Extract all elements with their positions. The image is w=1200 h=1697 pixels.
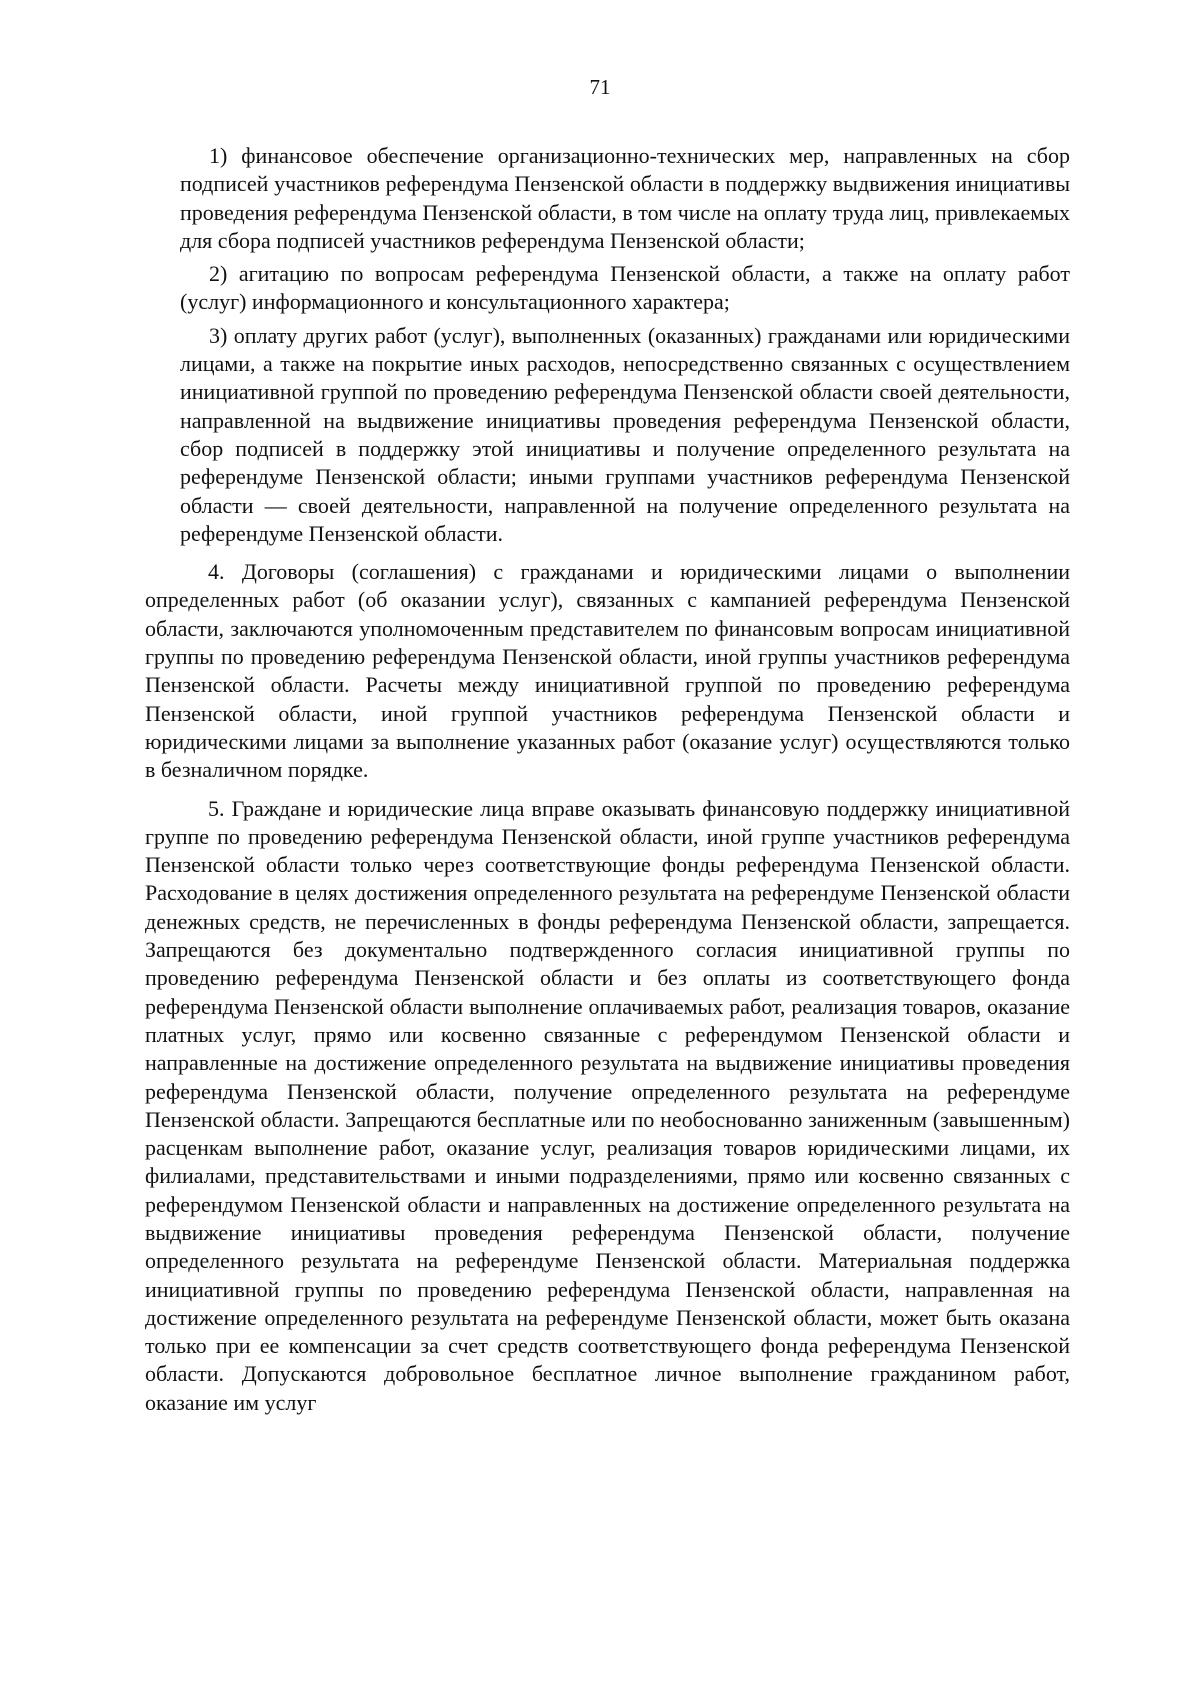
- list-item-2: 2) агитацию по вопросам референдума Пензенской области, а также на оплату работ (услуг) информационного и консультационного характера;: [180, 261, 1070, 315]
- paragraph-5: 5. Граждане и юридические лица вправе оказывать финансовую поддержку инициативной группе по проведению референдума Пензенской области, иной группе участников референдума Пензенской области только через соответствующие фонды референдума Пензенской области. Расходование в целях достижения определенного результата на референдуме Пензенской области денежных средств, не перечисленных в фонды референдума Пензенской области, запрещается. Запрещаются без документально подтвержденного согласия инициативной группы по проведению референдума Пензенской области и без оплаты из соответствующего фонда референдума Пензенской области выполнение оплачиваемых работ, реализация товаров, оказание платных услуг, прямо или косвенно связанные с референдумом Пензенской области и направленные на достижение определенного результата на выдвижение инициативы проведения референдума Пензенской области, получение определенного результата на референдуме Пензенской области. Запрещаются бесплатные или по необоснованно заниженным (завышенным) расценкам выполнение работ, оказание услуг, реализация товаров юридическими лицами, их филиалами, представительствами и иными подразделениями, прямо или косвенно связанных с референдумом Пензенской области и направленных на достижение определенного результата на выдвижение инициативы проведения референдума Пензенской области, получение определенного результата на референдуме Пензенской области. Материальная поддержка инициативной группы по проведению референдума Пензенской области, направленная на достижение определенного результата на референдуме Пензенской области, может быть оказана только при ее компенсации за счет средств соответствующего фонда референдума Пензенской области. Допускаются добровольное бесплатное личное выполнение гражданином работ, оказание им услуг: [145, 795, 1070, 1415]
- document-body: [145, 142, 1070, 1417]
- list-item-1: 1) финансовое обеспечение организационно-технических мер, направленных на сбор подписей участников референдума Пензенской области в поддержку выдвижения инициативы проведения референдума Пензенской области, в том числе на оплату труда лиц, привлекаемых для сбора подписей участников референдума Пензенской области;: [180, 143, 1070, 253]
- page-number: 71: [589, 75, 611, 99]
- paragraph-4: 4. Договоры (соглашения) с гражданами и юридическими лицами о выполнении определенных работ (об оказании услуг), связанных с кампанией референдума Пензенской области, заключаются уполномоченным представителем по финансовым вопросам инициативной группы по проведению референдума Пензенской области, иной группы участников референдума Пензенской области. Расчеты между инициативной группой по проведению референдума Пензенской области, иной группой участников референдума Пензенской области и юридическими лицами за выполнение указанных работ (оказание услуг) осуществляются только в безналичном порядке.: [145, 559, 1070, 783]
- list-item-3: 3) оплату других работ (услуг), выполненных (оказанных) гражданами или юридическими лицами, а также на покрытие иных расходов, непосредственно связанных с осуществлением инициативной группой по проведению референдума Пензенской области своей деятельности, направленной на выдвижение инициативы проведения референдума Пензенской области, сбор подписей в поддержку этой инициативы и получение определенного результата на референдуме Пензенской области; иными группами участников референдума Пензенской области — своей деятельности, направленной на получение определенного результата на референдуме Пензенской области.: [180, 322, 1070, 546]
